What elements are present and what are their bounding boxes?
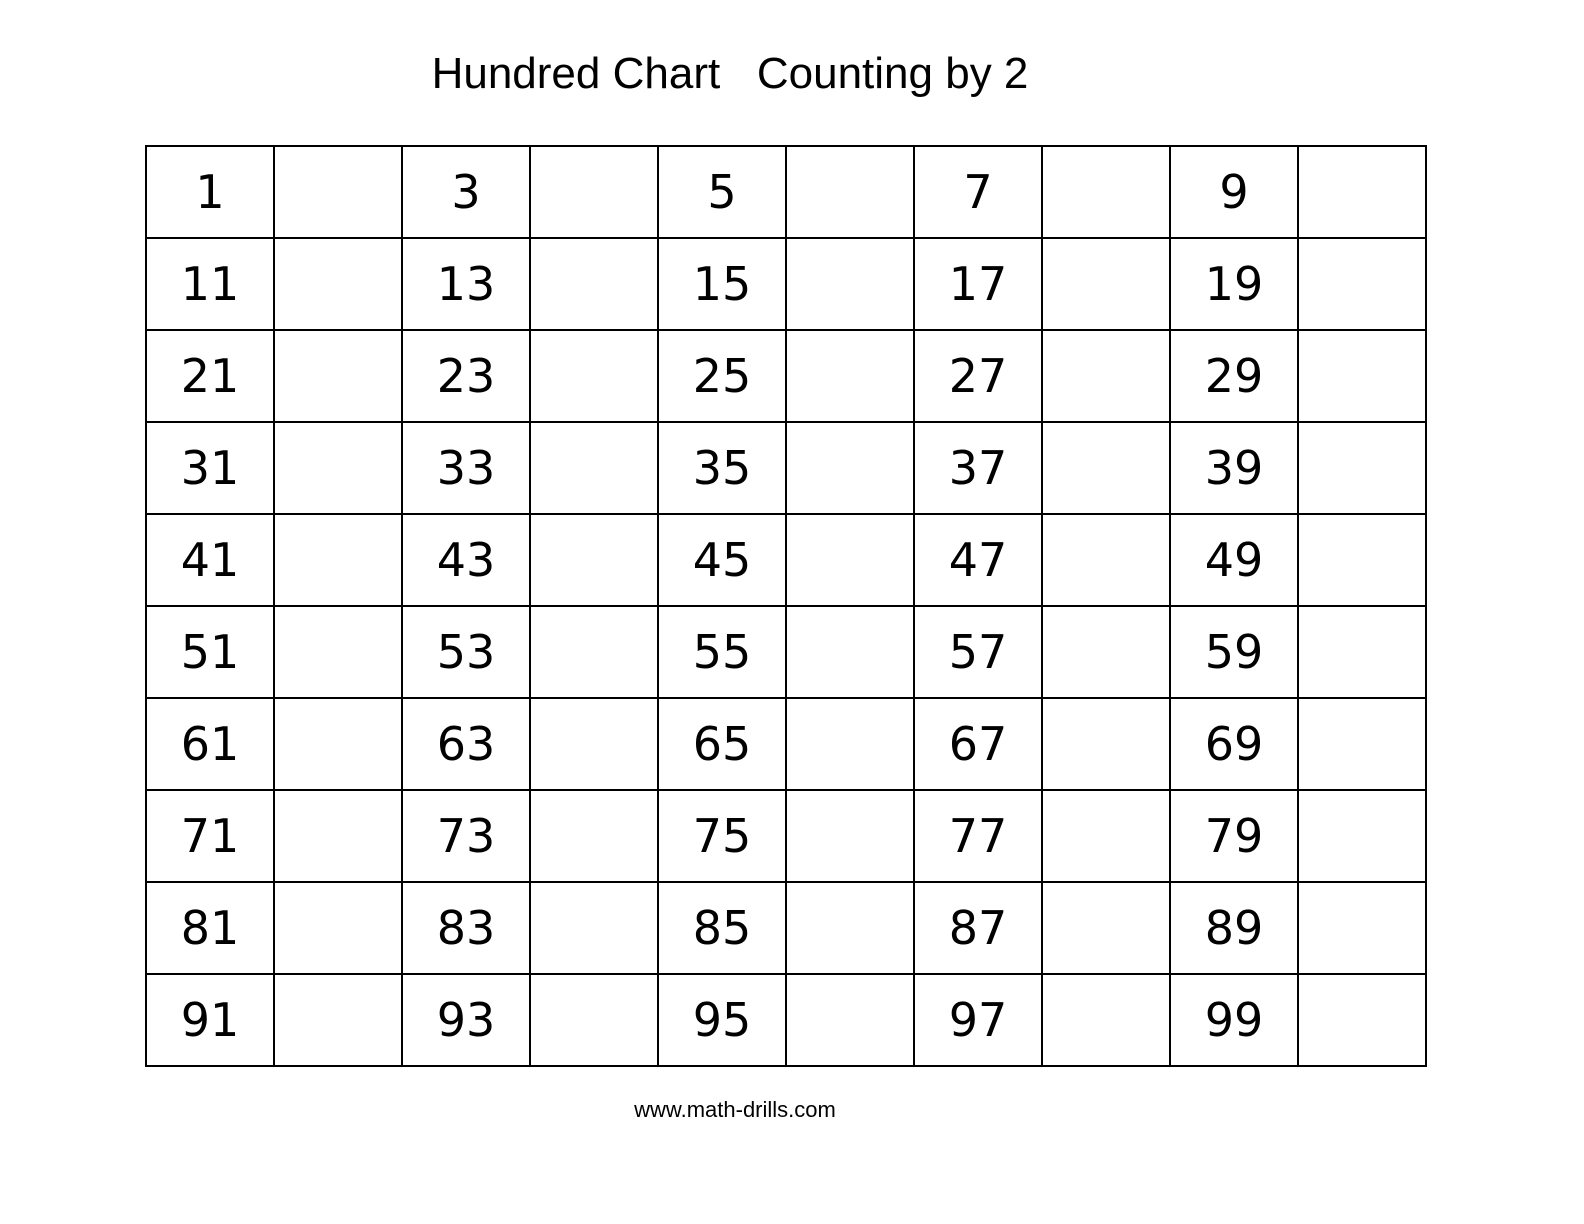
- number-cell: 55: [658, 606, 786, 698]
- blank-cell: [530, 146, 658, 238]
- number-cell: 89: [1170, 882, 1298, 974]
- blank-cell: [786, 514, 914, 606]
- blank-cell: [1298, 422, 1426, 514]
- number-cell: 25: [658, 330, 786, 422]
- number-cell: 65: [658, 698, 786, 790]
- blank-cell: [1298, 790, 1426, 882]
- blank-cell: [1298, 146, 1426, 238]
- blank-cell: [1042, 238, 1170, 330]
- number-cell: 39: [1170, 422, 1298, 514]
- blank-cell: [1298, 238, 1426, 330]
- grid-row: [146, 698, 1426, 790]
- page-title: Hundred Chart Counting by 2: [431, 49, 1029, 98]
- number-cell: 35: [658, 422, 786, 514]
- number-cell: 43: [402, 514, 530, 606]
- number-cell: 23: [402, 330, 530, 422]
- number-cell: 21: [146, 330, 274, 422]
- number-cell: 33: [402, 422, 530, 514]
- blank-cell: [274, 698, 402, 790]
- blank-cell: [1042, 698, 1170, 790]
- number-cell: 75: [658, 790, 786, 882]
- number-cell: 45: [658, 514, 786, 606]
- grid-row: [146, 974, 1426, 1066]
- number-cell: 85: [658, 882, 786, 974]
- number-cell: 31: [146, 422, 274, 514]
- number-cell: 13: [402, 238, 530, 330]
- number-cell: 87: [914, 882, 1042, 974]
- blank-cell: [1042, 974, 1170, 1066]
- grid-row: [146, 790, 1426, 882]
- hundred-chart-grid: [145, 145, 1427, 1067]
- footer-url: www.math-drills.com: [634, 1097, 836, 1122]
- number-cell: 93: [402, 974, 530, 1066]
- blank-cell: [274, 606, 402, 698]
- grid-row: [146, 882, 1426, 974]
- blank-cell: [1042, 606, 1170, 698]
- blank-cell: [1042, 146, 1170, 238]
- number-cell: 97: [914, 974, 1042, 1066]
- grid-row: [146, 606, 1426, 698]
- number-cell: 79: [1170, 790, 1298, 882]
- number-cell: 3: [402, 146, 530, 238]
- number-cell: 83: [402, 882, 530, 974]
- number-cell: 67: [914, 698, 1042, 790]
- number-cell: 41: [146, 514, 274, 606]
- number-cell: 15: [658, 238, 786, 330]
- number-cell: 63: [402, 698, 530, 790]
- blank-cell: [274, 146, 402, 238]
- blank-cell: [1042, 330, 1170, 422]
- blank-cell: [530, 238, 658, 330]
- number-cell: 29: [1170, 330, 1298, 422]
- blank-cell: [274, 238, 402, 330]
- blank-cell: [530, 606, 658, 698]
- number-cell: 91: [146, 974, 274, 1066]
- blank-cell: [274, 882, 402, 974]
- blank-cell: [530, 790, 658, 882]
- number-cell: 49: [1170, 514, 1298, 606]
- number-cell: 7: [914, 146, 1042, 238]
- grid-row: [146, 514, 1426, 606]
- blank-cell: [1042, 882, 1170, 974]
- blank-cell: [530, 974, 658, 1066]
- blank-cell: [274, 514, 402, 606]
- number-cell: 19: [1170, 238, 1298, 330]
- blank-cell: [530, 330, 658, 422]
- number-cell: 11: [146, 238, 274, 330]
- blank-cell: [274, 974, 402, 1066]
- blank-cell: [1042, 422, 1170, 514]
- blank-cell: [786, 882, 914, 974]
- number-cell: 59: [1170, 606, 1298, 698]
- grid-row: [146, 146, 1426, 238]
- blank-cell: [530, 514, 658, 606]
- blank-cell: [786, 422, 914, 514]
- number-cell: 27: [914, 330, 1042, 422]
- number-cell: 69: [1170, 698, 1298, 790]
- blank-cell: [1298, 882, 1426, 974]
- blank-cell: [274, 422, 402, 514]
- number-cell: 73: [402, 790, 530, 882]
- number-cell: 1: [146, 146, 274, 238]
- blank-cell: [786, 330, 914, 422]
- blank-cell: [786, 146, 914, 238]
- number-cell: 17: [914, 238, 1042, 330]
- number-cell: 77: [914, 790, 1042, 882]
- blank-cell: [530, 882, 658, 974]
- blank-cell: [274, 330, 402, 422]
- number-cell: 71: [146, 790, 274, 882]
- blank-cell: [530, 422, 658, 514]
- blank-cell: [1298, 514, 1426, 606]
- blank-cell: [1298, 974, 1426, 1066]
- blank-cell: [1298, 330, 1426, 422]
- blank-cell: [786, 790, 914, 882]
- grid-row: [146, 330, 1426, 422]
- blank-cell: [786, 606, 914, 698]
- number-cell: 57: [914, 606, 1042, 698]
- blank-cell: [1042, 790, 1170, 882]
- number-cell: 9: [1170, 146, 1298, 238]
- grid-row: [146, 422, 1426, 514]
- number-cell: 53: [402, 606, 530, 698]
- blank-cell: [1298, 606, 1426, 698]
- number-cell: 51: [146, 606, 274, 698]
- number-cell: 95: [658, 974, 786, 1066]
- number-cell: 61: [146, 698, 274, 790]
- blank-cell: [1042, 514, 1170, 606]
- number-cell: 81: [146, 882, 274, 974]
- blank-cell: [530, 698, 658, 790]
- number-cell: 47: [914, 514, 1042, 606]
- blank-cell: [274, 790, 402, 882]
- number-cell: 5: [658, 146, 786, 238]
- blank-cell: [786, 238, 914, 330]
- blank-cell: [1298, 698, 1426, 790]
- number-cell: 37: [914, 422, 1042, 514]
- blank-cell: [786, 974, 914, 1066]
- blank-cell: [786, 698, 914, 790]
- number-cell: 99: [1170, 974, 1298, 1066]
- grid-row: [146, 238, 1426, 330]
